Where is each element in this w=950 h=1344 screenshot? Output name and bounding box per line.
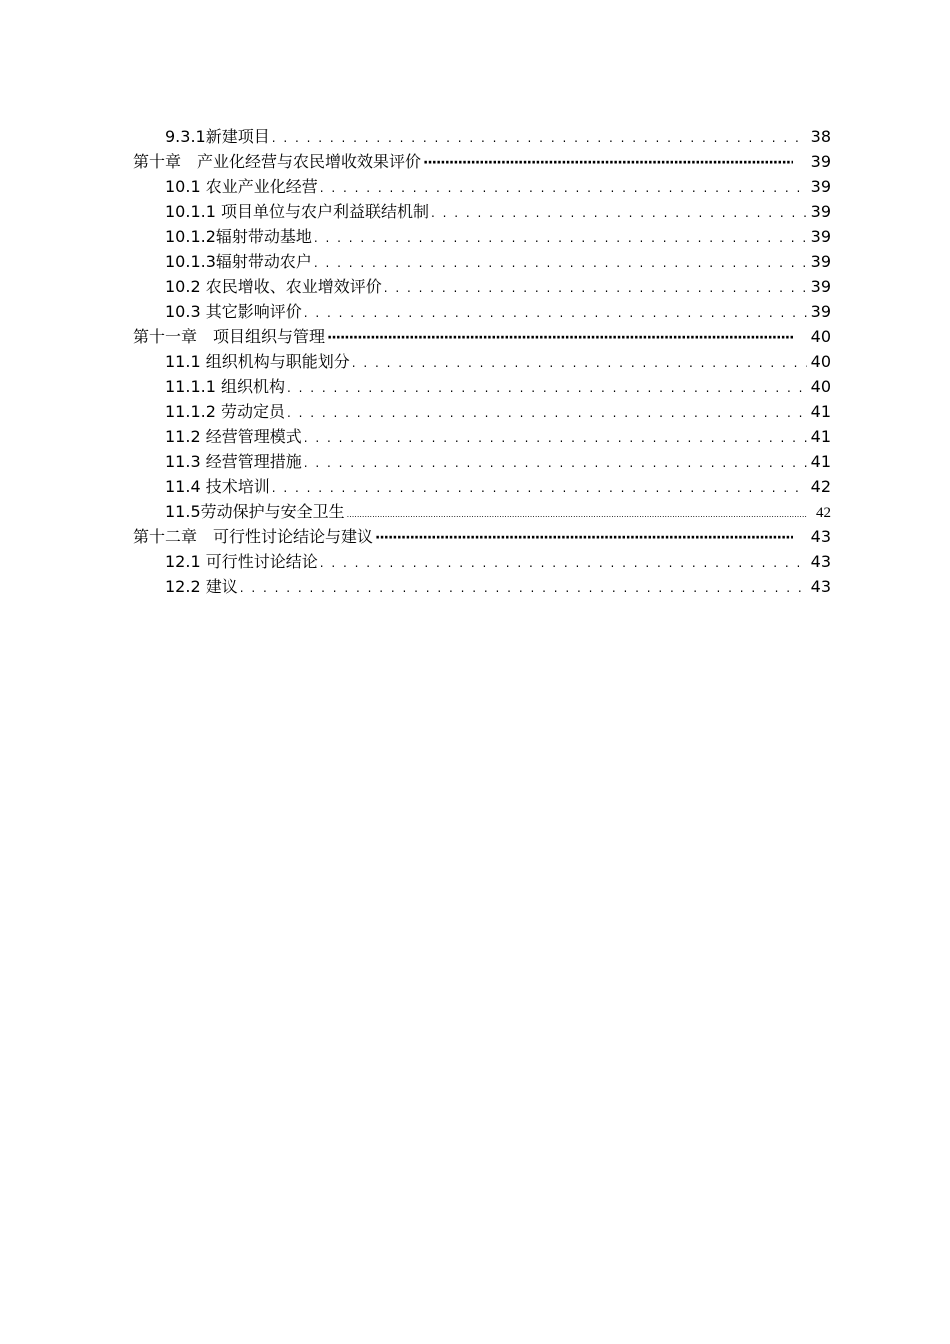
toc-entry-page: 39 (810, 227, 831, 246)
toc-entry-page: 40 (810, 377, 831, 396)
toc-entry-page: 43 (810, 577, 831, 596)
dot-leader (320, 551, 807, 576)
toc-entry[interactable] (165, 399, 831, 424)
toc-entry-page: 42 (810, 477, 831, 496)
toc-entry-title: 第十章 产业化经营与农民增收效果评价 (133, 152, 422, 171)
toc-entry-page: 38 (810, 127, 831, 146)
toc-entry[interactable] (165, 374, 831, 399)
toc-entry[interactable] (165, 549, 831, 574)
toc-entry[interactable] (165, 349, 831, 374)
toc-entry-title: 12.2 建议 (165, 577, 238, 596)
toc-entry-page: 39 (810, 177, 831, 196)
toc-entry-page: 40 (810, 327, 831, 346)
toc-entry-page: 41 (810, 427, 831, 446)
dot-leader (423, 151, 793, 176)
toc-entry-title: 11.5劳动保护与安全卫生 (165, 502, 345, 521)
toc-entry-page: 39 (810, 277, 831, 296)
toc-chapter-entry[interactable] (133, 149, 831, 174)
toc-entry[interactable] (165, 424, 831, 449)
toc-entry-title: 第十一章 项目组织与管理 (133, 327, 326, 346)
dot-leader (304, 451, 807, 476)
toc-entry[interactable] (165, 124, 831, 149)
toc-entry[interactable] (165, 474, 831, 499)
dot-leader (384, 276, 807, 301)
toc-entry[interactable] (165, 249, 831, 274)
toc-entry-page: 43 (810, 552, 831, 571)
toc-entry-title: 第十二章 可行性讨论结论与建议 (133, 527, 374, 546)
toc-entry-page: 41 (810, 452, 831, 471)
toc-entry-title: 10.3 其它影响评价 (165, 302, 302, 321)
toc-entry[interactable] (165, 574, 831, 599)
toc-entry-title: 11.4 技术培训 (165, 477, 270, 496)
dot-leader (314, 251, 807, 276)
dot-leader (287, 376, 807, 401)
toc-entry-title: 10.1.2辐射带动基地 (165, 227, 312, 246)
toc-chapter-entry[interactable] (133, 324, 831, 349)
toc-chapter-entry[interactable] (133, 524, 831, 549)
toc-entry-title: 10.1.1 项目单位与农户利益联结机制 (165, 202, 429, 221)
toc-entry-page: 40 (810, 352, 831, 371)
toc-entry-title: 11.3 经营管理措施 (165, 452, 302, 471)
toc-entry-page: 39 (810, 252, 831, 271)
toc-entry[interactable] (165, 174, 831, 199)
toc-entry-title: 11.1 组织机构与职能划分 (165, 352, 350, 371)
dot-leader (304, 301, 807, 326)
toc-entry-title: 12.1 可行性讨论结论 (165, 552, 318, 571)
dot-leader (314, 226, 807, 251)
dot-leader (327, 326, 793, 351)
toc-entry-page: 41 (810, 402, 831, 421)
dot-leader (352, 351, 807, 376)
toc-entry-title: 11.1.1 组织机构 (165, 377, 285, 396)
dot-leader (287, 401, 807, 426)
dot-leader (320, 176, 807, 201)
toc-entry-title: 9.3.1新建项目 (165, 127, 270, 146)
dot-leader (431, 201, 807, 226)
toc-entry-title: 11.1.2 劳动定员 (165, 402, 285, 421)
dot-leader (375, 526, 793, 551)
toc-entry-title: 10.2 农民增收、农业增效评价 (165, 277, 382, 296)
toc-entry[interactable] (165, 499, 831, 524)
dot-leader (240, 576, 807, 601)
toc-entry-title: 10.1.3辐射带动农户 (165, 252, 312, 271)
toc-entry[interactable] (165, 199, 831, 224)
toc-entry[interactable] (165, 449, 831, 474)
toc-entry-title: 10.1 农业产业化经营 (165, 177, 318, 196)
toc-entry-page: 39 (810, 152, 831, 171)
toc-entry-page: 39 (810, 202, 831, 221)
toc-entry-page: 39 (810, 302, 831, 321)
toc-entry-title: 11.2 经营管理模式 (165, 427, 302, 446)
toc-entry-page: 42 (816, 505, 831, 521)
toc-entry[interactable] (165, 274, 831, 299)
toc-entry-page: 43 (810, 527, 831, 546)
toc-entry[interactable] (165, 299, 831, 324)
dot-leader (272, 476, 807, 501)
dot-leader (304, 426, 807, 451)
dot-leader (272, 126, 807, 151)
toc-entry[interactable] (165, 224, 831, 249)
